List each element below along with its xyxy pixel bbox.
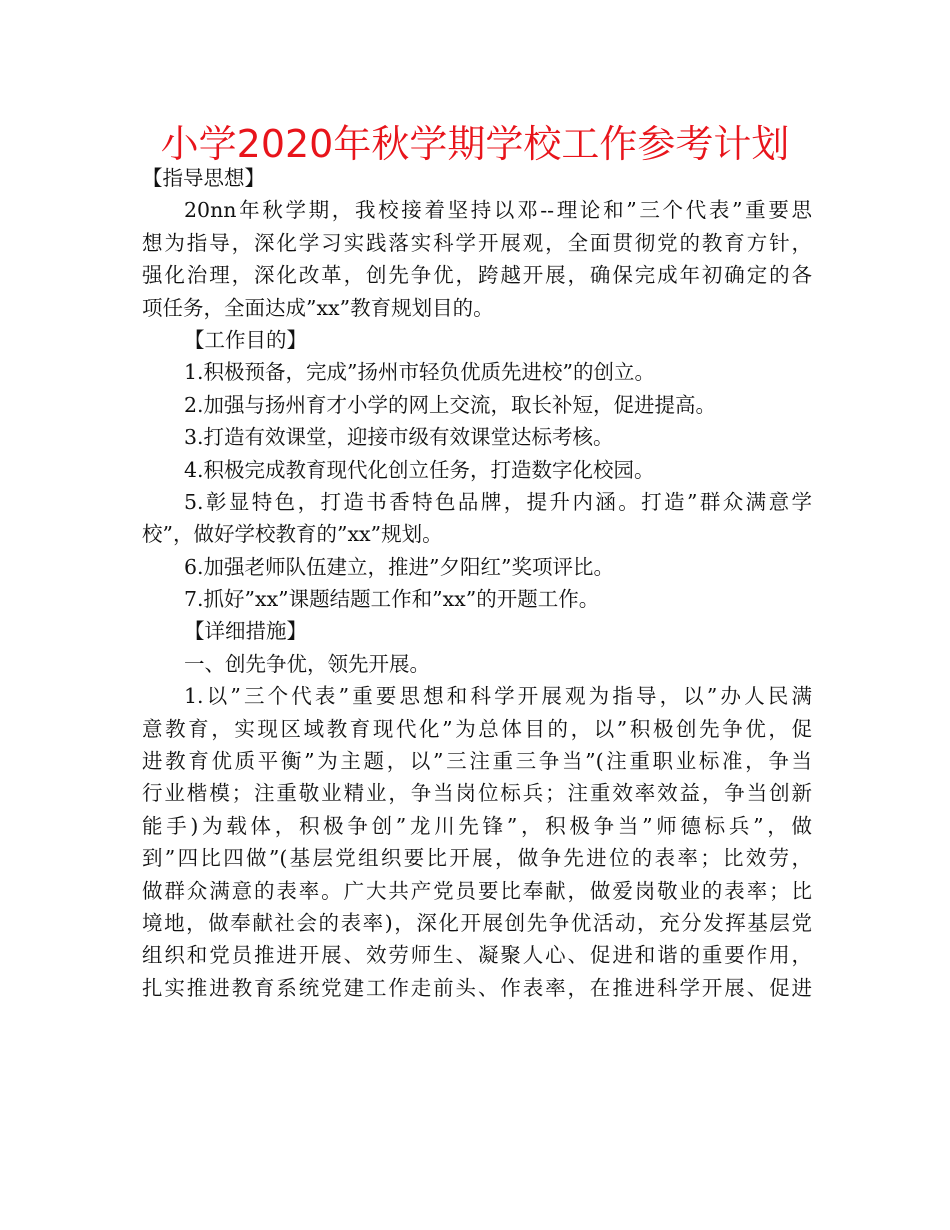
- text-line: 做群众满意的表率。广大共产党员要比奉献，做爱岗敬业的表率；比: [142, 878, 812, 903]
- text-line: 校”，做好学校教育的”xx”规划。: [142, 522, 443, 547]
- text-line: 进教育优质平衡”为主题，以”三注重三争当”(注重职业标准，争当: [142, 749, 812, 774]
- text-line: 7.抓好”xx”课题结题工作和”xx”的开题工作。: [184, 587, 600, 612]
- text-line: 强化治理，深化改革，创先争优，跨越开展，确保完成年初确定的各: [142, 263, 812, 288]
- text-line: 3.打造有效课堂，迎接市级有效课堂达标考核。: [184, 425, 614, 450]
- text-line: 想为指导，深化学习实践落实科学开展观，全面贯彻党的教育方针，: [142, 230, 812, 255]
- text-line: 2.加强与扬州育才小学的网上交流，取长补短，促进提高。: [184, 392, 717, 417]
- text-line: 行业楷模；注重敬业精业，争当岗位标兵；注重效率效益，争当创新: [142, 781, 812, 806]
- document-title: 小学2020年秋学期学校工作参考计划: [160, 122, 790, 166]
- text-line: 境地，做奉献社会的表率)，深化开展创先争优活动，充分发挥基层党: [142, 910, 812, 935]
- text-line: 意教育，实现区域教育现代化”为总体目的，以”积极创先争优，促: [142, 716, 812, 741]
- text-line: 扎实推进教育系统党建工作走前头、作表率，在推进科学开展、促进: [142, 975, 812, 1000]
- text-line: 到”四比四做”(基层党组织要比开展，做争先进位的表率；比效劳，: [142, 846, 812, 871]
- text-line: 一、创先争优，领先开展。: [184, 651, 430, 676]
- document-body: [142, 162, 812, 1004]
- text-line: 6.加强老师队伍建立，推进”夕阳红”奖项评比。: [184, 554, 615, 579]
- text-line: 1.以”三个代表”重要思想和科学开展观为指导，以”办人民满: [184, 684, 812, 709]
- text-line: 【详细措施】: [184, 619, 307, 644]
- text-line: 4.积极完成教育现代化创立任务，打造数字化校园。: [184, 457, 655, 482]
- text-line: 20nn年秋学期，我校接着坚持以邓--理论和”三个代表”重要思: [184, 198, 812, 223]
- text-line: 【指导思想】: [142, 166, 265, 190]
- text-line: 项任务，全面达成”xx”教育规划目的。: [142, 295, 494, 320]
- text-line: 5.彰显特色，打造书香特色品牌，提升内涵。打造”群众满意学: [184, 489, 812, 514]
- text-line: 组织和党员推进开展、效劳师生、凝聚人心、促进和谐的重要作用，: [142, 943, 812, 968]
- text-line: 【工作目的】: [184, 327, 307, 352]
- text-line: 1.积极预备，完成”扬州市轻负优质先进校”的创立。: [184, 360, 656, 385]
- text-line: 能手)为载体，积极争创”龙川先锋”，积极争当”师德标兵”，做: [142, 813, 812, 838]
